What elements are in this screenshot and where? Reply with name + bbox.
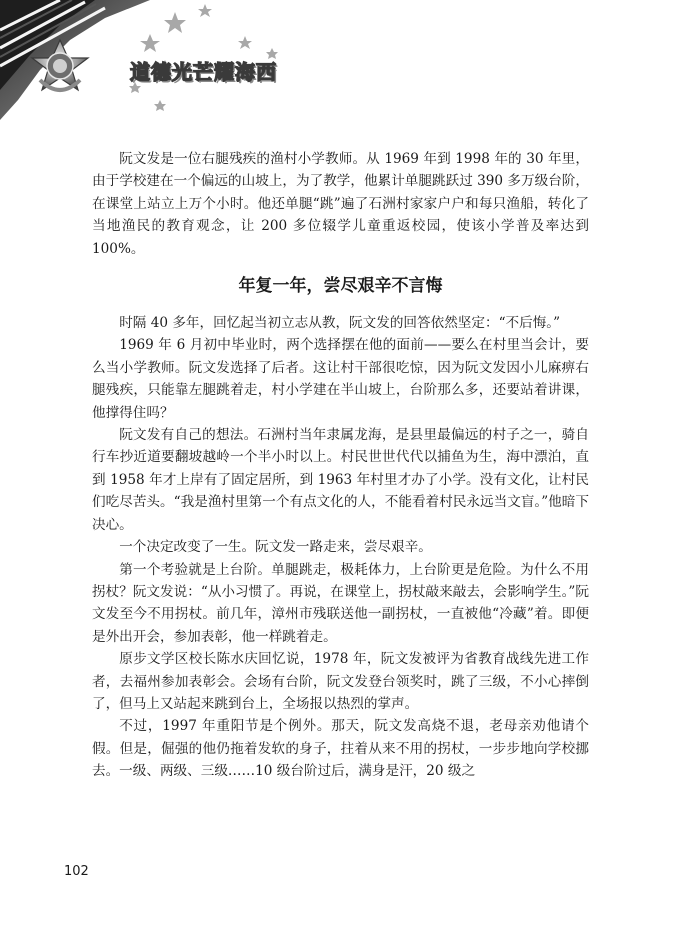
header-title: 道德光芒耀海西 [130,60,277,84]
page-number: 102 [64,864,89,879]
paragraph: 时隔 40 多年，回忆起当初立志从教，阮文发的回答依然坚定：“不后悔。” [119,315,561,332]
header-banner [0,0,330,120]
intro-paragraph: 阮文发是一位右腿残疾的渔村小学教师。从 1969 年到 1998 年的 30 年里，由于学校建在一个偏远的山坡上，为了教学，他累计单腿跳跃过 390 多万级台阶，在课堂上站立上万个小时。他还单腿“跳”遍了石洲村家家户户和每只渔船，转化了当地渔民的教育观念，让 200 多位辍学儿童重返校园，使该小学普及率达到 100%。 [92,151,589,257]
paragraph: 1969 年 6 月初中毕业时，两个选择摆在他的面前——要么在村里当会计，要么当小学教师。阮文发选择了后者。这让村干部很吃惊，因为阮文发因小儿麻痹右腿残疾，只能靠左腿跳着走，村小学建在半山坡上，台阶那么多，还要站着讲课，他撑得住吗？ [92,337,589,421]
section-heading: 年复一年，尝尽艰辛不言悔 [238,276,443,297]
paragraph: 不过，1997 年重阳节是个例外。那天，阮文发高烧不退，老母亲劝他请个假。但是，倔强的他仍拖着发软的身子，拄着从来不用的拐杖，一步步地向学校挪去。一级、两级、三级……10 级台阶过后，满身是汗，20 级之 [92,718,589,780]
article-body [92,148,589,783]
paragraph: 一个决定改变了一生。阮文发一路走来，尝尽艰辛。 [119,539,432,556]
paragraph: 第一个考验就是上台阶。单腿跳走，极耗体力，上台阶更是危险。为什么不用拐杖？阮文发说：“从小习惯了。再说，在课堂上，拐杖敲来敲去，会影响学生。”阮文发至今不用拐杖。前几年，漳州市残联送他一副拐杖，一直被他“冷藏”着。即便是外出开会，参加表彰，他一样跳着走。 [92,561,589,645]
paragraph: 阮文发有自己的想法。石洲村当年隶属龙海，是县里最偏远的村子之一，骑自行车抄近道要翻坡越岭一个半小时以上。村民世世代代以捕鱼为生，海中漂泊，直到 1958 年才上岸有了固定居所，到 1963 年村里才办了小学。没有文化，让村民们吃尽苦头。“我是渔村里第一个有点文化的人，不能看着村民永远当文盲。”他暗下决心。 [92,427,589,533]
paragraph: 原步文学区校长陈水庆回忆说，1978 年，阮文发被评为省教育战线先进工作者，去福州参加表彰会。会场有台阶，阮文发登台领奖时，跳了三级，不小心摔倒了，但马上又站起来跳到台上，全场报以热烈的掌声。 [92,651,589,712]
